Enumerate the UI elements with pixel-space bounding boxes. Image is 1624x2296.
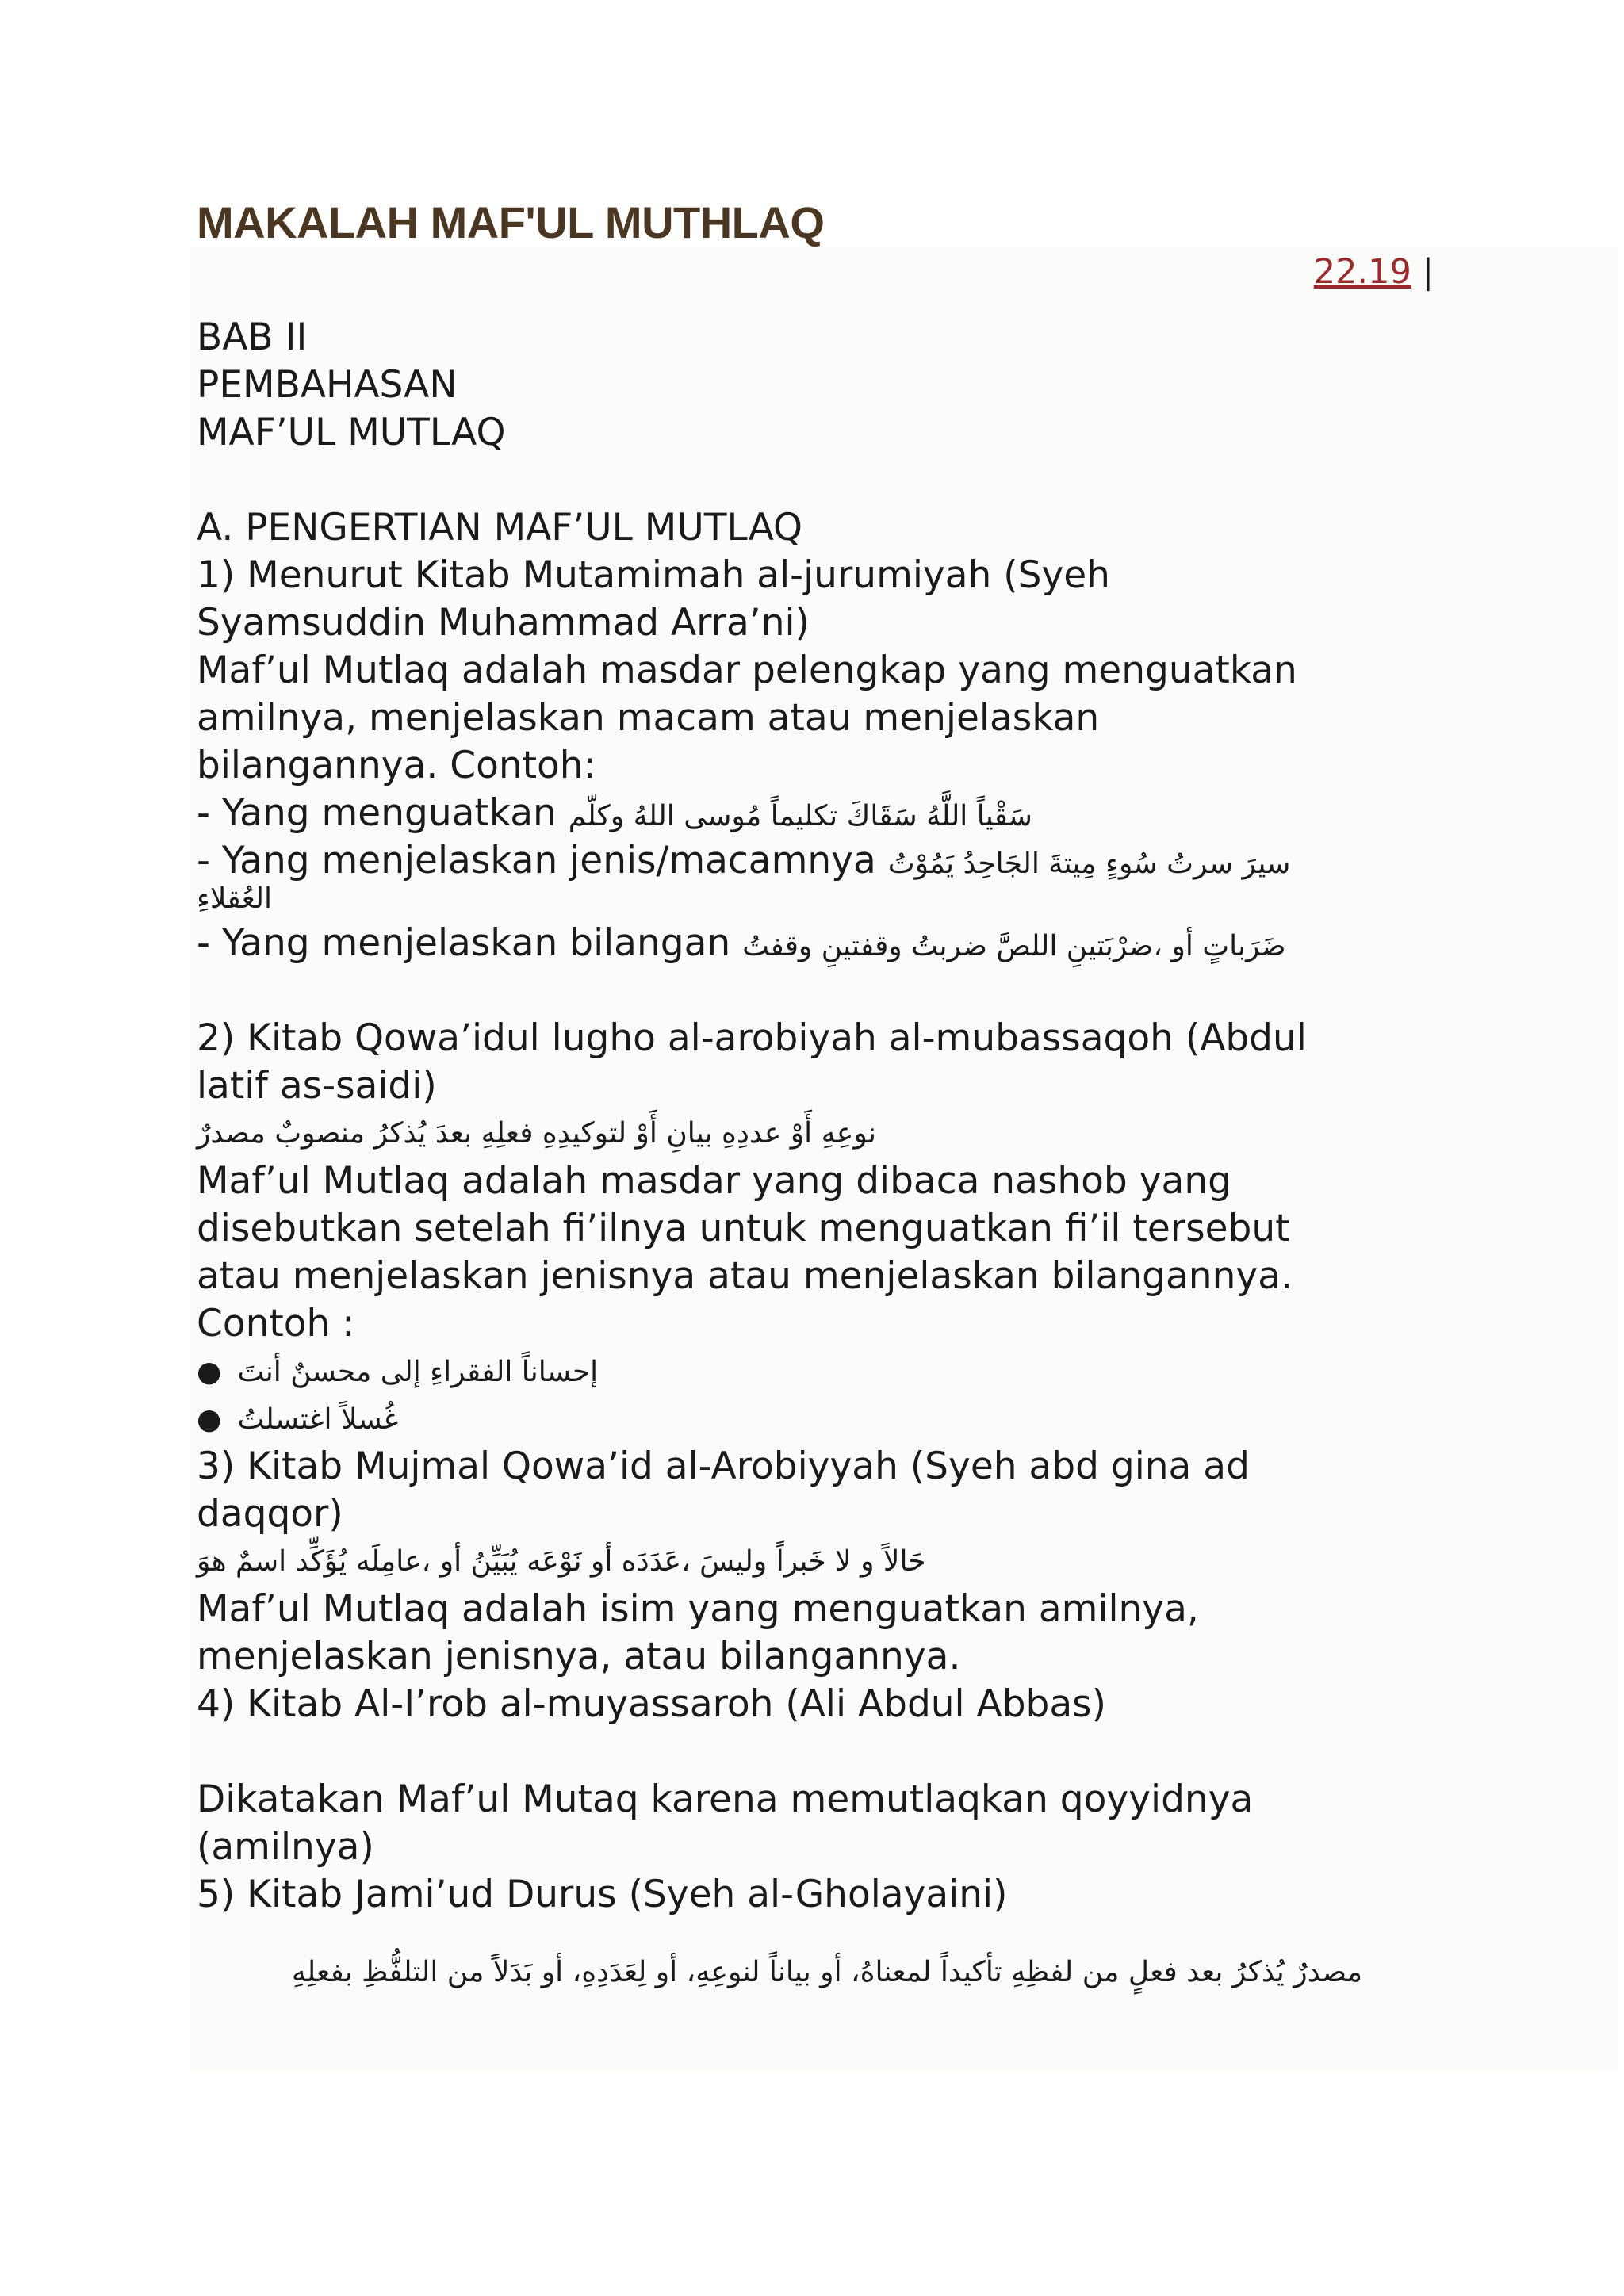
list-item-arabic: غُسلاً اغتسلتُ bbox=[237, 1402, 399, 1436]
kitab2-arabic-definition: نوعِهِ أَوْ عددِهِ بيانِ أَوْ لتوكيدِهِ فعلِهِ بعدَ يُذكرُ منصوبٌ مصدرٌ bbox=[197, 1117, 876, 1150]
bullet-icon: ● bbox=[197, 1402, 222, 1436]
kitab2-title-line1: 2) Kitab Qowa’idul lugho al-arobiyah al-mubassaqoh (Abdul bbox=[197, 1016, 1307, 1060]
kitab5-arabic-definition: مصدرٌ يُذكرُ بعد فعلٍ من لفظِهِ تأكيداً لمعناهُ، أو بياناً لنوعِهِ، أو لِعَدَدِهِ، أو بَدَلاً من التلفُّظِ بفعلِهِ bbox=[291, 1956, 1362, 1988]
topic-heading: MAF’UL MUTLAQ bbox=[197, 411, 506, 454]
kitab1-title-line2: Syamsuddin Muhammad Arra’ni) bbox=[197, 601, 810, 645]
kitab4-note-2: (amilnya) bbox=[197, 1825, 374, 1869]
section-a-heading: A. PENGERTIAN MAF’UL MUTLAQ bbox=[197, 506, 803, 549]
kitab2-definition-2: disebutkan setelah fi’ilnya untuk menguatkan fi’il tersebut bbox=[197, 1207, 1290, 1250]
pembahasan-heading: PEMBAHASAN bbox=[197, 363, 458, 407]
kitab2-title-line2: latif as-saidi) bbox=[197, 1064, 437, 1108]
kitab2-definition-3: atau menjelaskan jenisnya atau menjelaskan bilangannya. bbox=[197, 1254, 1293, 1298]
list-item bbox=[197, 1395, 1434, 1443]
kitab2-definition-1: Maf’ul Mutlaq adalah masdar yang dibaca nashob yang bbox=[197, 1159, 1231, 1203]
example-1-label: - Yang menguatkan bbox=[197, 791, 569, 835]
list-item-arabic: إحساناً الفقراءِ إلى محسنٌ أنتَ bbox=[237, 1355, 599, 1388]
post-meta bbox=[1314, 252, 1434, 292]
kitab5-title: 5) Kitab Jami’ud Durus (Syeh al-Gholayaini) bbox=[197, 1873, 1008, 1916]
example-1-arabic: سَقْياً اللَّهُ سَقَاكَ تكليماً مُوسى اللهُ وكلّم bbox=[568, 800, 1032, 832]
example-2-label: - Yang menjelaskan jenis/macamnya bbox=[197, 839, 888, 882]
kitab1-title-line1: 1) Menurut Kitab Mutamimah al-jurumiyah (Syeh bbox=[197, 553, 1110, 597]
kitab3-definition-1: Maf’ul Mutlaq adalah isim yang menguatkan amilnya, bbox=[197, 1587, 1199, 1631]
post-body bbox=[197, 314, 1434, 1995]
kitab1-definition-3: bilangannya. Contoh: bbox=[197, 744, 596, 787]
kitab3-arabic-definition: حَالاً و لا خَبراً وليسَ ،عَدَدَه أو نَوْعَه يُبَيِّنُ أو ،عامِلَه يُؤَكِّد اسمٌ هوَ bbox=[197, 1545, 926, 1578]
example-3 bbox=[197, 920, 1434, 967]
kitab3-title-line1: 3) Kitab Mujmal Qowa’id al-Arobiyyah (Syeh abd gina ad bbox=[197, 1445, 1250, 1488]
kitab1-definition-1: Maf’ul Mutlaq adalah masdar pelengkap yang menguatkan bbox=[197, 649, 1297, 692]
kitab3-definition-2: menjelaskan jenisnya, atau bilangannya. bbox=[197, 1635, 961, 1678]
kitab1-definition-2: amilnya, menjelaskan macam atau menjelaskan bbox=[197, 696, 1100, 740]
example-1 bbox=[197, 790, 1434, 837]
list-item bbox=[197, 1348, 1434, 1395]
page-title: MAKALAH MAF'UL MUTHLAQ bbox=[197, 197, 825, 247]
bullet-icon: ● bbox=[197, 1355, 222, 1388]
kitab4-title: 4) Kitab Al-I’rob al-muyassaroh (Ali Abdul Abbas) bbox=[197, 1682, 1107, 1726]
example-2 bbox=[197, 837, 1434, 885]
example-3-arabic: ضَرَباتٍ أو ،ضرْبَتينِ اللصَّ ضربتُ وقفتينِ وقفتُ bbox=[742, 930, 1286, 962]
bab-heading: BAB II bbox=[197, 316, 308, 359]
example-2-arabic-cont: العُقلاءِ bbox=[197, 882, 272, 915]
kitab4-note-1: Dikatakan Maf’ul Mutaq karena memutlaqkan qoyyidnya bbox=[197, 1777, 1254, 1821]
example-2-arabic: سيرَ سرتُ سُوءٍ مِيتةَ الجَاحِدُ يَمُوْتُ bbox=[887, 848, 1291, 880]
example-3-label: - Yang menjelaskan bilangan bbox=[197, 921, 743, 965]
kitab2-contoh: Contoh : bbox=[197, 1302, 355, 1345]
post-time-link[interactable]: 22.19 bbox=[1313, 252, 1411, 292]
meta-separator: | bbox=[1422, 252, 1434, 292]
kitab3-title-line2: daqqor) bbox=[197, 1492, 343, 1536]
